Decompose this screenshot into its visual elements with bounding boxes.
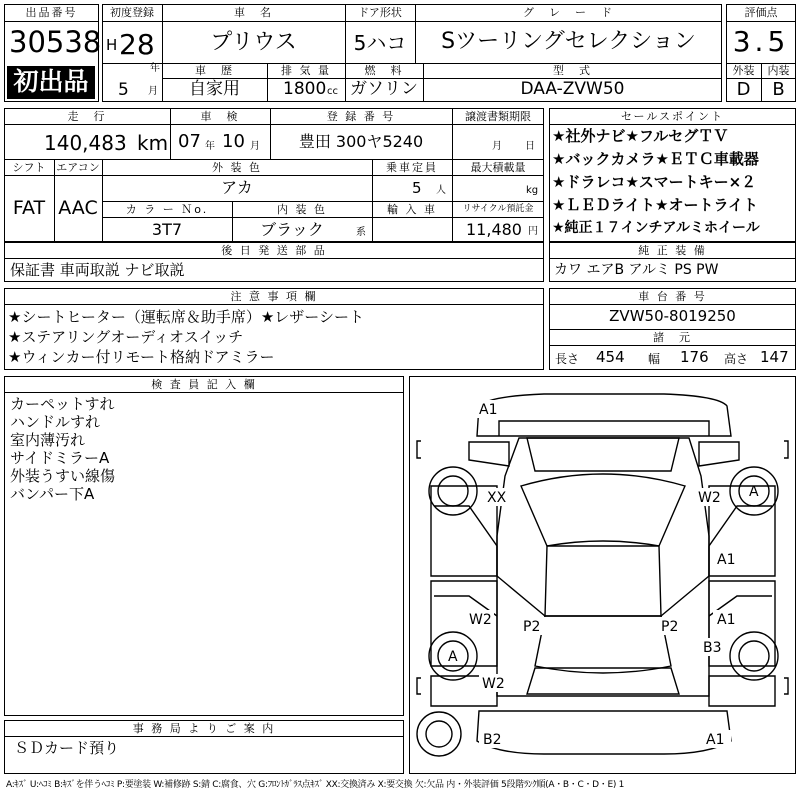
length-label: 長さ bbox=[555, 352, 580, 366]
ac-label: エアコン bbox=[56, 161, 100, 174]
mark-front-bumper: A1 bbox=[479, 402, 498, 418]
history-label: 車 歴 bbox=[195, 64, 234, 77]
note-item: ★ステアリングオーディオスイッチ bbox=[8, 328, 244, 346]
model: DAA-ZVW50 bbox=[520, 79, 625, 99]
height-value: 147 bbox=[760, 348, 789, 366]
car-diagram bbox=[409, 376, 796, 774]
color-label: 外 装 色 bbox=[212, 161, 262, 174]
mark-right-front-tire: A bbox=[749, 484, 759, 500]
inspection-month: 10 bbox=[222, 131, 245, 152]
ac: AAC bbox=[58, 197, 98, 219]
mark-right-front-fender: W2 bbox=[698, 490, 721, 506]
door-type: 5ハコ bbox=[353, 31, 407, 55]
inspector-item: カーペットすれ bbox=[10, 395, 115, 413]
reg-month: 5 bbox=[118, 80, 129, 100]
grade-label: グ レ ー ド bbox=[523, 6, 614, 19]
capacity: 5 bbox=[412, 179, 422, 197]
fuel-label: 燃 料 bbox=[364, 64, 404, 77]
load-label: 最大積載量 bbox=[470, 161, 526, 174]
load-unit: kg bbox=[526, 185, 539, 196]
transfer-day: 日 bbox=[525, 141, 535, 152]
ext-label: 外装 bbox=[732, 64, 755, 77]
mark-left-rear-fender: W2 bbox=[482, 676, 505, 692]
exterior-color: アカ bbox=[221, 178, 253, 197]
office-label: 事 務 局 よ り ご 案 内 bbox=[132, 722, 276, 735]
sales-points-label: セールスポイント bbox=[620, 110, 724, 123]
width-label: 幅 bbox=[648, 352, 661, 366]
mark-left-rear-tire: A bbox=[448, 649, 458, 665]
color-no-label: カ ラ ー Ｎo. bbox=[125, 203, 209, 216]
import-label: 輸 入 車 bbox=[387, 203, 437, 216]
int-grade: B bbox=[772, 79, 785, 100]
followup-parts: 保証書 車両取説 ナビ取説 bbox=[10, 261, 185, 279]
car-name: プリウス bbox=[210, 30, 297, 55]
door-label: ドア形状 bbox=[358, 6, 402, 19]
displacement: 1800 bbox=[283, 79, 327, 99]
specs-label: 諸 元 bbox=[653, 331, 692, 344]
plate-number: 豊田 300ヤ5240 bbox=[298, 132, 424, 151]
interior-color: ブラック bbox=[260, 220, 324, 239]
first-listing-text: 初出品 bbox=[13, 67, 89, 96]
mileage-label: 走 行 bbox=[67, 110, 107, 123]
sales-point: ★ＬＥＤライト★オートライト bbox=[552, 196, 758, 214]
note-item: ★シートヒーター（運転席＆助手席）★レザーシート bbox=[8, 308, 364, 326]
recycle-label: リサイクル預託金 bbox=[462, 204, 534, 214]
mark-hood: XX bbox=[487, 490, 507, 506]
chassis-label: 車 台 番 号 bbox=[638, 290, 707, 303]
width-value: 176 bbox=[680, 348, 709, 366]
transfer-label: 譲渡書類期限 bbox=[465, 110, 531, 123]
reg-era: H bbox=[106, 36, 118, 54]
mark-rear-bumper-right: A1 bbox=[706, 732, 725, 748]
model-label: 型 式 bbox=[553, 64, 592, 77]
grade: Sツーリングセレクション bbox=[441, 29, 696, 54]
chassis-number: ZVW50-8019250 bbox=[609, 307, 736, 325]
displacement-label: 排 気 量 bbox=[281, 64, 331, 77]
mileage-unit: km bbox=[137, 131, 169, 155]
capacity-unit: 人 bbox=[436, 185, 446, 196]
name-label: 車 名 bbox=[234, 6, 273, 19]
int-label: 内装 bbox=[767, 64, 790, 77]
reg-label: 初度登録 bbox=[110, 6, 154, 19]
mark-right-pillar: P2 bbox=[661, 619, 679, 635]
ext-grade: D bbox=[736, 79, 751, 100]
equipment-label: 純 正 装 備 bbox=[638, 244, 707, 257]
note-item: ★ウィンカー付リモート格納ドアミラー bbox=[8, 348, 275, 366]
height-label: 高さ bbox=[724, 352, 749, 366]
lot-number: 30538 bbox=[9, 25, 102, 59]
sales-point: ★ドラレコ★スマートキー×２ bbox=[552, 173, 757, 191]
inspector-label: 検 査 員 記 入 欄 bbox=[151, 378, 257, 391]
mark-left-rear-door: W2 bbox=[469, 612, 492, 628]
mark-right-front-door: A1 bbox=[717, 552, 736, 568]
inspector-item: 外装うすい線傷 bbox=[10, 467, 116, 485]
year-unit: 年 bbox=[150, 63, 160, 74]
displacement-unit: cc bbox=[327, 86, 338, 97]
inspection-label: 車 検 bbox=[200, 110, 240, 123]
inspection-year: 07 bbox=[178, 131, 201, 152]
notes-label: 注 意 事 項 欄 bbox=[230, 290, 318, 303]
month-unit: 月 bbox=[148, 86, 158, 97]
score-label: 評価点 bbox=[744, 6, 778, 19]
mark-left-pillar: P2 bbox=[523, 619, 541, 635]
mark-rear-bumper-left: B2 bbox=[483, 732, 502, 748]
history: 自家用 bbox=[189, 79, 240, 99]
sales-point: ★社外ナビ★フルセグＴＶ bbox=[552, 127, 729, 145]
inspection-year-unit: 年 bbox=[205, 141, 215, 152]
followup-label: 後 日 発 送 部 品 bbox=[221, 244, 327, 257]
lot-label: 出品番号 bbox=[25, 6, 78, 19]
office-note: ＳＤカード預り bbox=[14, 739, 120, 757]
inspector-item: ハンドルすれ bbox=[10, 413, 101, 431]
recycle-unit: 円 bbox=[528, 226, 538, 237]
color-no: 3T7 bbox=[151, 220, 183, 239]
shift: FAT bbox=[12, 197, 46, 219]
interior-suffix: 系 bbox=[356, 227, 366, 238]
recycle-amount: 11,480 bbox=[466, 220, 522, 239]
reg-year: 28 bbox=[119, 28, 155, 61]
transfer-month: 月 bbox=[492, 141, 502, 152]
inspector-item: バンパー下A bbox=[10, 485, 95, 503]
interior-label: 内 装 色 bbox=[277, 203, 327, 216]
sales-point: ★バックカメラ★ＥＴＣ車載器 bbox=[552, 150, 759, 168]
capacity-label: 乗車定員 bbox=[386, 161, 438, 174]
inspection-month-unit: 月 bbox=[250, 141, 260, 152]
fuel: ガソリン bbox=[350, 79, 418, 99]
legend: A:ｷｽﾞ U:ﾍｺﾐ B:ｷｽﾞを伴うﾍｺﾐ P:要塗装 W:補修跡 S:錆 C:腐食、穴 G:ﾌﾛﾝﾄｶﾞﾗｽ点ｷｽﾞ XX:交換済み X:要交換 欠:欠品 内・外装評価 5段階ﾗﾝｸ順(A・B・C・D・E) 1 bbox=[6, 780, 625, 790]
sales-point: ★純正１７インチアルミホイール bbox=[552, 220, 760, 236]
length-value: 454 bbox=[596, 348, 625, 366]
inspector-item: サイドミラーA bbox=[10, 449, 110, 467]
mileage: 140,483 bbox=[44, 131, 127, 155]
shift-label: シフト bbox=[12, 161, 46, 174]
score: 3.5 bbox=[732, 25, 790, 58]
plate-label: 登 録 番 号 bbox=[326, 110, 396, 123]
mark-right-rear-door: A1 bbox=[717, 612, 736, 628]
mark-right-rear-fender: B3 bbox=[703, 640, 722, 656]
inspector-item: 室内薄汚れ bbox=[10, 431, 86, 449]
equipment: カワ エアB アルミ PS PW bbox=[554, 262, 719, 278]
